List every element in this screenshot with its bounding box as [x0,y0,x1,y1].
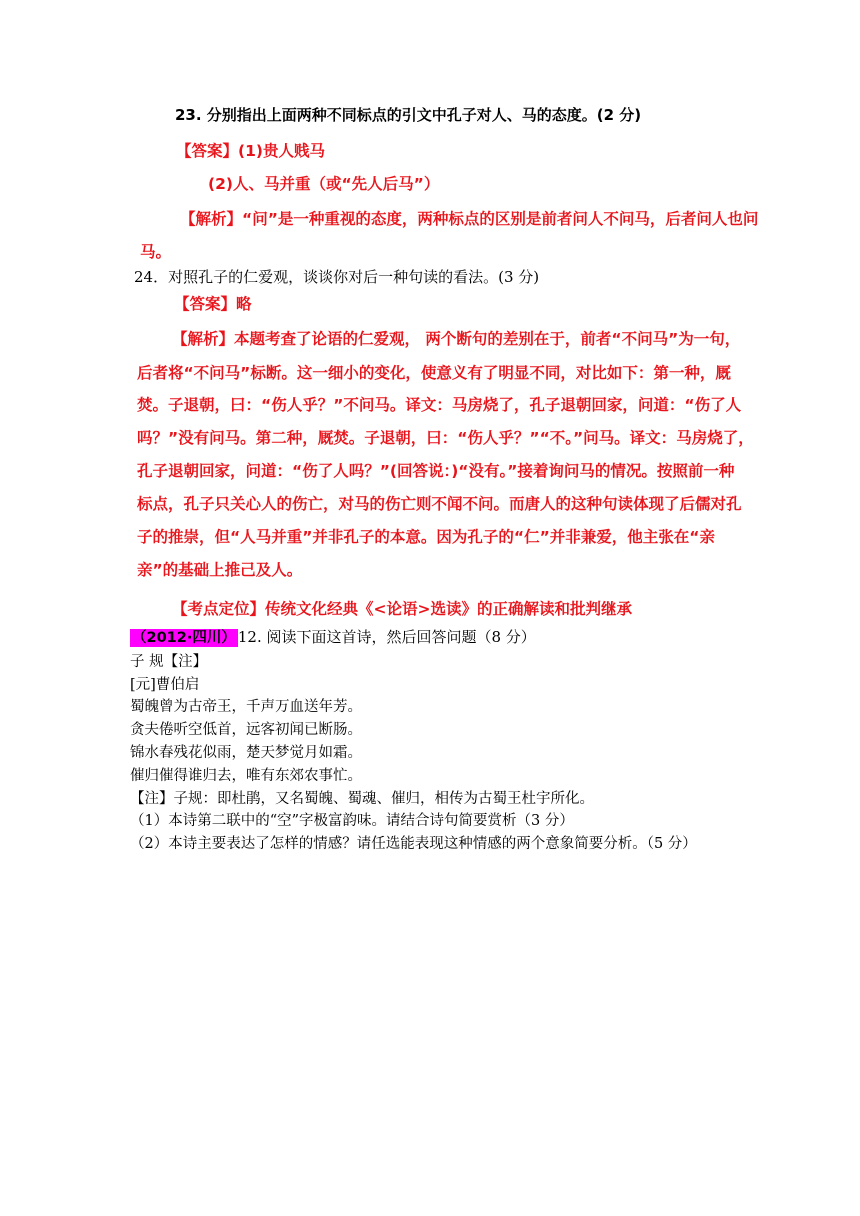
q24-answer [174,292,252,314]
kaodian-label: 【考点定位】 [172,600,266,618]
poem-line: 催归催得谁归去，唯有东郊农事忙。 [130,768,362,784]
q24-analysis-line-7: 亲”的基础上推己及人。 [137,561,303,579]
q12-question: 12. 阅读下面这首诗，然后回答问题（8 分） [237,628,536,646]
analysis-text: 本题考查了论语的仁爱观， 两个断句的差别在于，前者“不问马”为一句， [234,330,741,348]
q24-question: 24．对照孔子的仁爱观，谈谈你对后一种句读的看法。(3 分) [134,268,540,286]
poem-note: 【注】子规：即杜鹃，又名蜀魄、蜀魂、催归，相传为古蜀王杜宇所化。 [130,791,594,807]
q24-analysis-line-2: 焚。子退朝，曰：“伤人乎？”不问马。译文：马房烧了，孔子退朝回家，问道：“伤了人 [137,396,742,414]
poem-title: 子 规【注】 [130,654,208,670]
kaodian-text: 传统文化经典《<论语>选读》的正确解读和批判继承 [265,600,632,618]
q24-analysis-line-3: 吗？”没有问马。第二种，厩焚。子退朝，曰：“伤人乎？”“不。”问马。译文：马房烧了， [137,429,754,447]
q23-answer-2: (2)人、马并重（或“先人后马”） [208,175,440,193]
q23-question: 23. 分别指出上面两种不同标点的引文中孔子对人、马的态度。(2 分) [175,106,642,124]
q24-analysis-line-6: 子的推崇，但“人马并重”并非孔子的本意。因为孔子的“仁”并非兼爱，他主张在“亲 [137,528,715,546]
q12-heading [130,626,536,647]
poem-line: 锦水春残花似雨，楚天梦觉月如霜。 [130,745,362,761]
answer-label: 【答案】 [174,295,237,313]
q24-analysis-line-4: 孔子退朝回家，问道：“伤了人吗？”(回答说：)“没有。”接着询问马的情况。按照前一种 [137,462,735,480]
answer-text: (1)贵人贱马 [238,142,325,160]
source-tag: （2012·四川） [132,630,236,646]
analysis-text: “问”是一种重视的态度，两种标点的区别是前者问人不问马，后者问人也问 [242,210,759,228]
analysis-label: 【解析】 [172,330,235,348]
poem-author: [元]曹伯启 [130,677,200,693]
sub-question-1: （1）本诗第二联中的“空”字极富韵味。请结合诗句简要赏析（3 分） [130,813,574,829]
q23-answer-1 [176,139,325,161]
sub-question-2: （2）本诗主要表达了怎样的情感？请任选能表现这种情感的两个意象简要分析。（5 分） [130,836,697,852]
q23-analysis-line1 [180,207,758,229]
poem-line: 贪夫倦听空低首，远客初闻已断肠。 [130,722,362,738]
answer-label: 【答案】 [176,142,239,160]
answer-text: 略 [236,295,252,313]
analysis-label: 【解析】 [180,210,243,228]
q23-analysis-line2: 马。 [140,243,172,261]
q24-analysis-line-0 [172,327,740,349]
q24-analysis-line-5: 标点，孔子只关心人的伤亡，对马的伤亡则不闻不问。而唐人的这种句读体现了后儒对孔 [137,495,742,513]
poem-line: 蜀魄曾为古帝王，千声万血送年芳。 [130,699,362,715]
q24-analysis-line-1: 后者将“不问马”标断。这一细小的变化，使意义有了明显不同，对比如下：第一种，厩 [137,364,731,382]
q24-kaodian [172,597,632,619]
